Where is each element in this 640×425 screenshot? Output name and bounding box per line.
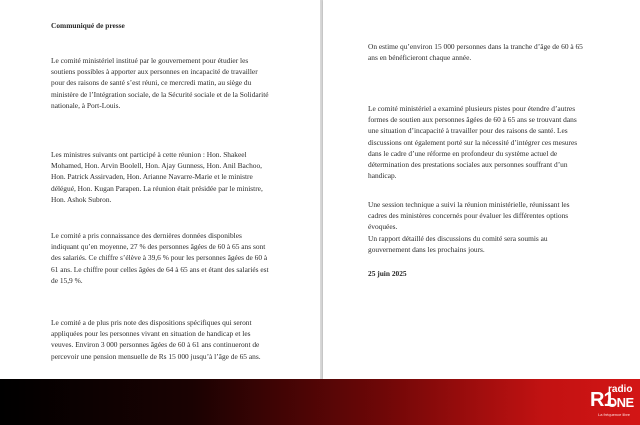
paragraph-participating-ministers: Les ministres suivants ont participé à cette réunion : Hon. Shakeel Mohamed, Hon. Arvin Boolell, Hon. Ajay Gunness, Hon. Anil Bachoo, Hon. Patrick Assirvaden, Hon. Arianne Navarre-Marie et le ministre délégué, Hon. Kugan Parapen. La réunion était présidée par le ministre, Hon. Ashok Subron.	[51, 150, 263, 204]
logo-radio-text: radio	[608, 384, 633, 395]
right-document-page	[323, 0, 640, 379]
left-document-page	[0, 0, 320, 379]
paragraph-specific-provisions: Le comité a de plus pris note des dispositions spécifiques qui seront appliquées pour les personnes vivant en situation de handicap et les veuves. Environ 3 000 personnes âgées de 60 à 61 ans continueront de percevoir une pension mensuelle de Rs 15 000 jusqu’à l’âge de 65 ans.	[51, 318, 261, 361]
paragraph-beneficiaries-estimate: On estime qu’environ 15 000 personnes dans la tranche d’âge de 60 à 65 ans en bénéficieront chaque année.	[368, 42, 583, 63]
paragraph-employment-statistics: Le comité a pris connaissance des dernières données disponibles indiquant qu’en moyenne, 27 % des personnes âgées de 60 à 65 ans sont des salariés. Ce chiffre s’élève à 39,6 % pour les personnes âgées de 60 à 61 ans. Le chiffre pour celles âgées de 64 à 65 ans et étant des salariés est de 15,9 %.	[51, 231, 269, 285]
logo-mark: R1	[590, 389, 614, 411]
paragraph-committee-meeting: Le comité ministériel institué par le gouvernement pour étudier les soutiens possibles à apporter aux personnes en incapacité de travailler pour des raisons de santé s’est réuni, ce mercredi matin, au siège du ministère de l’Intégration sociale, de la Sécurité sociale et de la Solidarité nationale, à Port-Louis.	[51, 56, 269, 110]
logo-one-text: ONE	[607, 395, 634, 410]
footer-banner	[0, 379, 640, 425]
radio-one-logo	[590, 381, 638, 423]
logo-tagline: La fréquence libre	[598, 412, 631, 417]
release-date: 25 juin 2025	[368, 269, 407, 278]
paragraph-technical-session: Une session technique a suivi la réunion ministérielle, réunissant les cadres des ministères concernés pour évaluer les différentes options évoquées. Un rapport détaillé des discussions du comité sera soumis au gouvernement dans les prochains jours.	[368, 200, 570, 254]
press-release-heading: Communiqué de presse	[51, 21, 125, 30]
paragraph-support-options: Le comité ministériel a examiné plusieurs pistes pour étendre d’autres formes de soutien aux personnes âgées de 60 à 65 ans se trouvant dans une situation d’incapacité à travailler pour des raisons de santé. Les discussions ont également porté sur la nécessité d’intégrer ces mesures dans le cadre d’une réforme en profondeur du système actuel de détermination des prestations sociales aux personnes souffrant d’un handicap.	[368, 104, 578, 181]
